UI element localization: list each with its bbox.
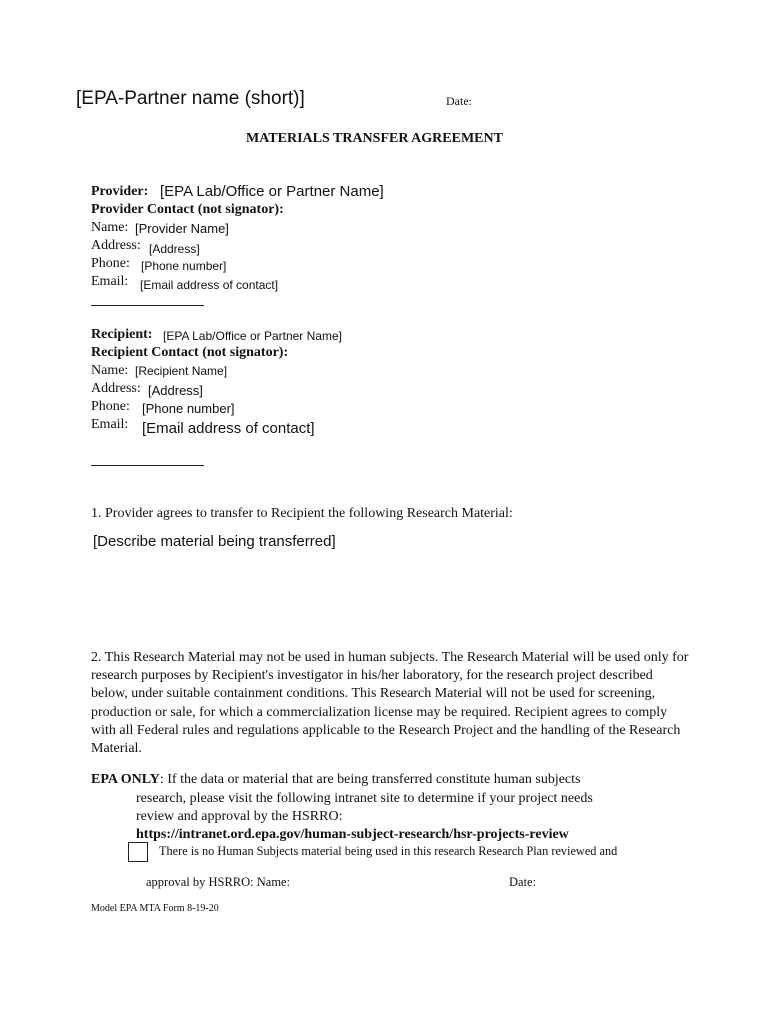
header-date-label: Date: [446,94,472,108]
recipient-name-label: Name: [91,363,129,378]
epa-only-line-2: research, please visit the following intranet site to determine if your project needs [136,791,593,806]
no-human-subjects-checkbox[interactable] [128,842,148,862]
recipient-phone-value: [Phone number] [142,401,235,416]
checkbox-label: There is no Human Subjects material being used in this research Research Plan reviewed and [159,844,618,858]
recipient-value: [EPA Lab/Office or Partner Name] [163,329,342,343]
page-title: MATERIALS TRANSFER AGREEMENT [246,131,503,146]
recipient-email-label: Email: [91,417,129,432]
provider-phone-value: [Phone number] [141,259,227,273]
hsr-review-link[interactable]: https://intranet.ord.epa.gov/human-subject-research/hsr-projects-review [136,827,569,842]
recipient-contact-heading: Recipient Contact (not signator): [91,345,289,360]
provider-name-value: [Provider Name] [135,221,229,236]
epa-only-line-1-text: : If the data or material that are being transferred constitute human subjects [159,772,581,787]
provider-contact-heading: Provider Contact (not signator): [91,202,284,217]
provider-value: [EPA Lab/Office or Partner Name] [160,183,384,200]
provider-phone-label: Phone: [91,256,130,271]
recipient-email-value: [Email address of contact] [142,420,315,437]
section-1-material: [Describe material being transferred] [93,533,336,550]
provider-signature-line [91,305,204,306]
provider-name-label: Name: [91,220,129,235]
provider-email-label: Email: [91,274,129,289]
recipient-address-value: [Address] [148,383,203,398]
epa-only-line-3: review and approval by the HSRRO: [136,809,343,824]
section-1-text: 1. Provider agrees to transfer to Recipient the following Research Material: [91,506,513,521]
provider-email-value: [Email address of contact] [140,278,279,292]
section-2-paragraph: 2. This Research Material may not be used in human subjects. The Research Material will be used only for research purposes by Recipient's investigator in his/her laboratory, for the research project described below, under suitable containment conditions. This Research Material will not be used for screening, production or sale, for which a commercialization license may be required. Recipient agrees to comply with all Federal rules and regulations applicable to the Research Project and the handling of the Research Material. [91,650,689,757]
recipient-name-value: [Recipient Name] [135,364,228,378]
recipient-label: Recipient: [91,327,153,342]
recipient-address-label: Address: [91,381,141,396]
epa-only-line-1 [91,772,580,788]
epa-only-label: EPA ONLY [91,772,160,787]
provider-label: Provider: [91,184,149,199]
provider-address-label: Address: [91,238,141,253]
recipient-phone-label: Phone: [91,399,130,414]
partner-name-header: [EPA-Partner name (short)] [76,88,305,109]
recipient-signature-line [91,465,204,466]
provider-address-value: [Address] [149,242,200,256]
approval-date-label: Date: [509,875,537,889]
approval-name-label: approval by HSRRO: Name: [146,875,291,889]
form-footer: Model EPA MTA Form 8-19-20 [91,903,219,914]
